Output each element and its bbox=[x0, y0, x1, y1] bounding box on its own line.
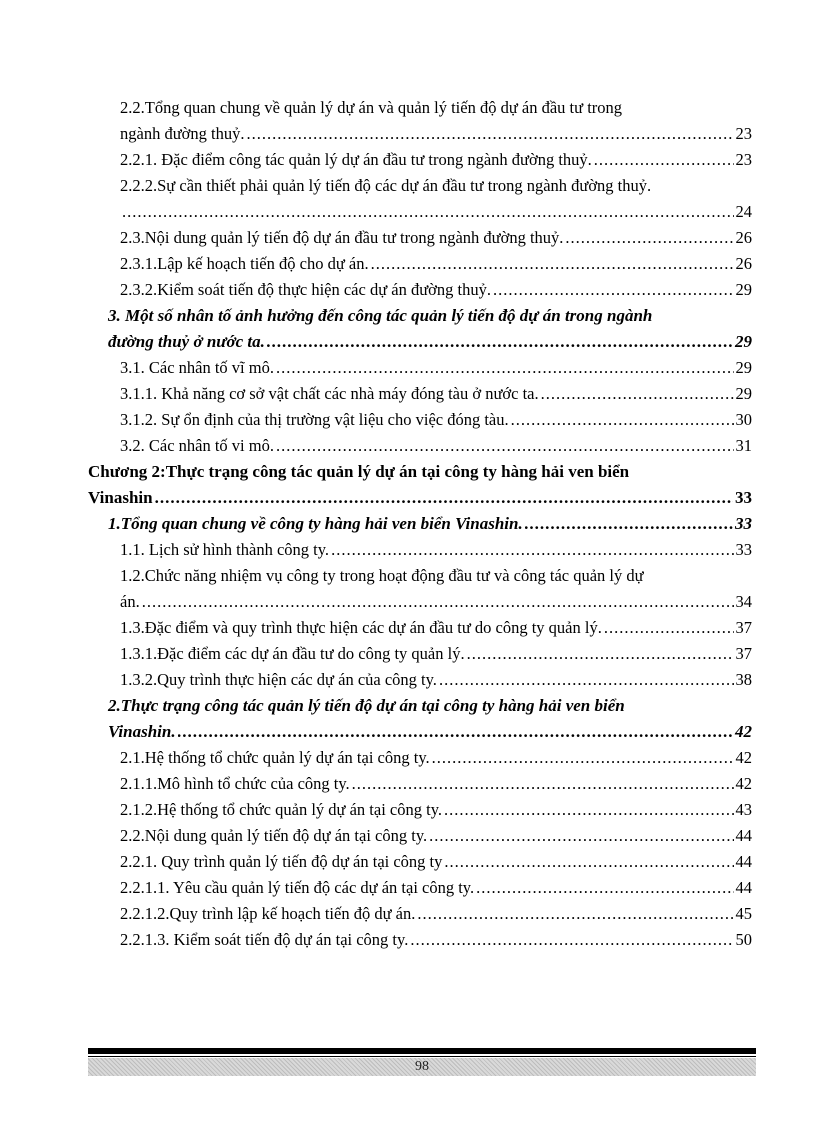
toc-entry-text: 2.Thực trạng công tác quản lý tiến độ dự án tại công ty hàng hải ven biển bbox=[108, 696, 625, 715]
toc-entry-text: 2.2.1.3. Kiểm soát tiến độ dự án tại công ty. bbox=[120, 930, 409, 949]
toc-entry-page: 24 bbox=[735, 202, 752, 221]
toc-entry-page: 33 bbox=[735, 540, 752, 559]
toc-entry-text: 2.1.2.Hệ thống tổ chức quản lý dự án tại công ty. bbox=[120, 800, 442, 819]
toc-entry bbox=[88, 511, 752, 537]
toc-entry-text: án. bbox=[120, 592, 140, 611]
toc-entry-text: Chương 2:Thực trạng công tác quản lý dự án tại công ty hàng hải ven biển bbox=[88, 462, 630, 481]
toc-entry-text: 3.1. Các nhân tố vĩ mô. bbox=[120, 358, 274, 377]
toc-entry bbox=[88, 199, 752, 225]
toc-entry-text: Vinashin bbox=[88, 488, 153, 507]
toc-entry-page: 45 bbox=[735, 904, 752, 923]
toc-entry-page: 29 bbox=[735, 280, 752, 299]
toc-entry-text: 2.1.Hệ thống tổ chức quản lý dự án tại công ty. bbox=[120, 748, 430, 767]
toc-entry-page: 42 bbox=[735, 748, 752, 767]
toc-leader-dots bbox=[525, 511, 733, 537]
toc-entry bbox=[88, 277, 752, 303]
toc-leader-dots bbox=[331, 537, 733, 563]
toc-entry-page: 30 bbox=[735, 410, 752, 429]
footer-rule-thick bbox=[88, 1048, 756, 1054]
toc-leader-dots bbox=[178, 719, 733, 745]
toc-entry-text: 1.3.2.Quy trình thực hiện các dự án của công ty. bbox=[120, 670, 437, 689]
toc-entry bbox=[88, 745, 752, 771]
toc-entry-text: 3.2. Các nhân tố vi mô. bbox=[120, 436, 274, 455]
toc-entry bbox=[88, 225, 752, 251]
toc-entry bbox=[88, 355, 752, 381]
toc-entry-text: 2.3.2.Kiểm soát tiến độ thực hiện các dự án đường thuỷ. bbox=[120, 280, 491, 299]
toc-entry-text: 2.2.Tổng quan chung về quản lý dự án và quản lý tiến độ dự án đầu tư trong bbox=[120, 98, 623, 117]
toc-entry-page: 29 bbox=[735, 332, 752, 351]
page-number: 98 bbox=[415, 1059, 429, 1074]
toc-entry-page: 50 bbox=[735, 930, 752, 949]
toc-entry-text: 1.2.Chức năng nhiệm vụ công ty trong hoạt động đầu tư và công tác quản lý dự bbox=[120, 566, 644, 585]
toc-entry bbox=[88, 615, 752, 641]
toc-entry bbox=[88, 381, 752, 407]
toc-entry-page: 38 bbox=[735, 670, 752, 689]
toc-entry bbox=[88, 823, 752, 849]
toc-entry-page: 31 bbox=[735, 436, 752, 455]
toc-leader-dots bbox=[432, 745, 734, 771]
toc-entry-text: 1.Tổng quan chung về công ty hàng hải ven biển Vinashin. bbox=[108, 514, 523, 533]
toc-entry-page: 44 bbox=[735, 826, 752, 845]
toc-leader-dots bbox=[246, 121, 733, 147]
toc-leader-dots bbox=[444, 797, 734, 823]
toc-entry bbox=[88, 303, 752, 329]
toc-entry-page: 42 bbox=[735, 774, 752, 793]
toc-leader-dots bbox=[493, 277, 734, 303]
toc-entry bbox=[88, 537, 752, 563]
toc-entry-page: 44 bbox=[735, 878, 752, 897]
toc-entry-page: 23 bbox=[735, 150, 752, 169]
toc-entry bbox=[88, 563, 752, 589]
toc-entry-page: 26 bbox=[735, 254, 752, 273]
toc-entry bbox=[88, 407, 752, 433]
toc-entry-text: 3. Một số nhân tố ảnh hưởng đến công tác quản lý tiến độ dự án trong ngành bbox=[108, 306, 653, 325]
toc-entry-page: 29 bbox=[735, 358, 752, 377]
toc-entry-text: ngành đường thuỷ. bbox=[120, 124, 245, 143]
toc-entry-text: 2.2.1. Quy trình quản lý tiến độ dự án tại công ty bbox=[120, 852, 443, 871]
toc-entry bbox=[88, 147, 752, 173]
toc-entry-text: 2.2.2.Sự cần thiết phải quản lý tiến độ các dự án đầu tư trong ngành đường thuỷ. bbox=[120, 176, 652, 195]
footer-band bbox=[88, 1058, 756, 1076]
toc-leader-dots bbox=[371, 251, 734, 277]
toc-entry bbox=[88, 901, 752, 927]
toc-leader-dots bbox=[439, 667, 734, 693]
toc-entry-page: 26 bbox=[735, 228, 752, 247]
toc-leader-dots bbox=[417, 901, 733, 927]
toc-entry-page: 34 bbox=[735, 592, 752, 611]
toc-leader-dots bbox=[467, 641, 734, 667]
toc-leader-dots bbox=[541, 381, 734, 407]
toc-entry bbox=[88, 121, 752, 147]
toc-entry-text: 1.1. Lịch sử hình thành công ty. bbox=[120, 540, 330, 559]
toc-leader-dots bbox=[511, 407, 734, 433]
toc-entry-text: 2.2.1.2.Quy trình lập kế hoạch tiến độ dự án. bbox=[120, 904, 416, 923]
toc-entry bbox=[88, 459, 752, 485]
toc-entry bbox=[88, 771, 752, 797]
toc-entry bbox=[88, 875, 752, 901]
toc-leader-dots bbox=[352, 771, 734, 797]
toc-entry-text: 2.3.Nội dung quản lý tiến độ dự án đầu tư trong ngành đường thuỷ. bbox=[120, 228, 564, 247]
toc-entry bbox=[88, 693, 752, 719]
toc-entry bbox=[88, 173, 752, 199]
toc-entry-page: 37 bbox=[735, 644, 752, 663]
toc-leader-dots bbox=[122, 199, 734, 225]
toc-entry bbox=[88, 641, 752, 667]
toc-leader-dots bbox=[276, 433, 734, 459]
toc-entry-page: 42 bbox=[735, 722, 752, 741]
toc-entry-page: 44 bbox=[735, 852, 752, 871]
toc-entry-page: 33 bbox=[735, 514, 752, 533]
toc-entry-page: 29 bbox=[735, 384, 752, 403]
toc-leader-dots bbox=[565, 225, 733, 251]
toc-leader-dots bbox=[142, 589, 734, 615]
toc-leader-dots bbox=[267, 329, 733, 355]
toc-entry-text: đường thuỷ ở nước ta. bbox=[108, 332, 265, 351]
toc-leader-dots bbox=[604, 615, 734, 641]
toc-leader-dots bbox=[410, 927, 733, 953]
toc-entry bbox=[88, 589, 752, 615]
toc-entry-page: 33 bbox=[735, 488, 752, 507]
footer-rule-thin bbox=[88, 1056, 756, 1057]
toc-leader-dots bbox=[155, 485, 733, 511]
toc-entry bbox=[88, 433, 752, 459]
toc-leader-dots bbox=[476, 875, 733, 901]
toc-entry bbox=[88, 485, 752, 511]
toc-entry-page: 23 bbox=[735, 124, 752, 143]
toc-entry-text: 2.2.1.1. Yêu cầu quản lý tiến độ các dự án tại công ty. bbox=[120, 878, 475, 897]
toc-entry bbox=[88, 797, 752, 823]
toc-entry-page: 37 bbox=[735, 618, 752, 637]
toc-entry bbox=[88, 329, 752, 355]
toc-leader-dots bbox=[276, 355, 734, 381]
toc-entry bbox=[88, 667, 752, 693]
toc-entry-text: 1.3.Đặc điểm và quy trình thực hiện các dự án đầu tư do công ty quản lý. bbox=[120, 618, 602, 637]
toc-entry-text: 3.1.1. Khả năng cơ sở vật chất các nhà máy đóng tàu ở nước ta. bbox=[120, 384, 539, 403]
toc-entry-text: 3.1.2. Sự ổn định của thị trường vật liệu cho việc đóng tàu. bbox=[120, 410, 509, 429]
toc-entry-text: Vinashin. bbox=[108, 722, 176, 741]
toc-entry bbox=[88, 95, 752, 121]
toc-entry bbox=[88, 719, 752, 745]
toc-entry-text: 2.2.Nội dung quản lý tiến độ dự án tại công ty. bbox=[120, 826, 428, 845]
toc-entry bbox=[88, 927, 752, 953]
toc-entry-text: 2.3.1.Lập kế hoạch tiến độ cho dự án. bbox=[120, 254, 369, 273]
toc-entry-text: 2.2.1. Đặc điểm công tác quản lý dự án đầu tư trong ngành đường thuỷ. bbox=[120, 150, 592, 169]
toc-entry bbox=[88, 849, 752, 875]
toc-entry bbox=[88, 251, 752, 277]
toc-entry-page: 43 bbox=[735, 800, 752, 819]
toc-leader-dots bbox=[594, 147, 734, 173]
toc-entry-text: 1.3.1.Đặc điểm các dự án đầu tư do công ty quản lý. bbox=[120, 644, 465, 663]
table-of-contents bbox=[88, 95, 752, 953]
toc-leader-dots bbox=[429, 823, 733, 849]
toc-entry-text: 2.1.1.Mô hình tổ chức của công ty. bbox=[120, 774, 350, 793]
toc-leader-dots bbox=[444, 849, 733, 875]
